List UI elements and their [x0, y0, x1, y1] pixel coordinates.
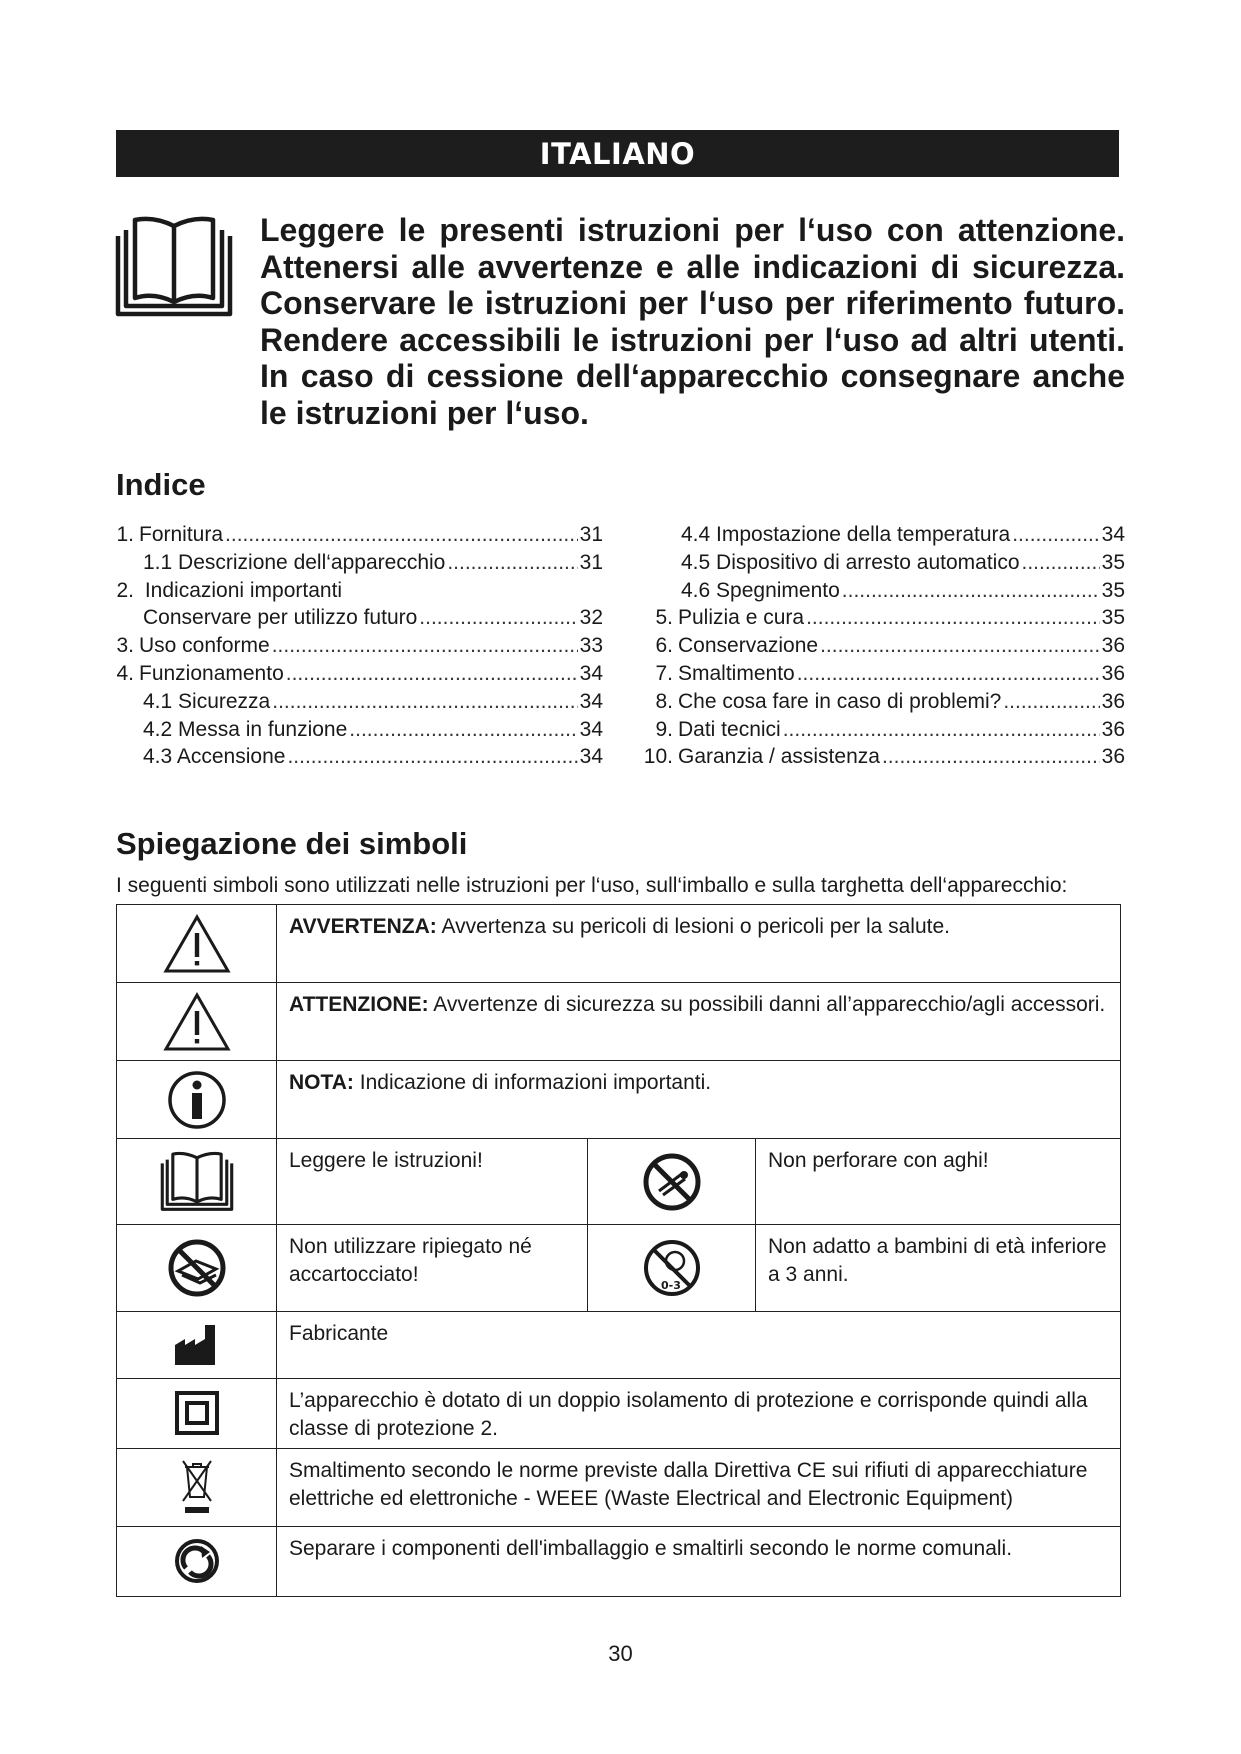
symbol-row-warning [117, 905, 1121, 983]
toc-page-number: 36 [1101, 745, 1125, 769]
toc-entry [637, 718, 1125, 746]
symbol-icon-cell [117, 1061, 277, 1139]
toc-label: Indicazioni importanti [139, 578, 343, 602]
symbol-text-cell [277, 1378, 1121, 1448]
note-label: NOTA: [289, 1071, 354, 1095]
toc-page-number: 31 [579, 523, 603, 546]
toc-leader-dots [1003, 690, 1099, 714]
toc-page-number: 35 [1101, 550, 1125, 574]
toc-number: 3. [116, 634, 134, 658]
toc-number: 7. [655, 661, 673, 685]
no-folding-text: Non utilizzare ripiegato né accartocciato! [289, 1235, 532, 1287]
toc-leader-dots [1012, 523, 1099, 547]
toc-label: Uso conforme [139, 634, 270, 658]
symbol-icon-cell [117, 1225, 277, 1311]
symbol-row-note [117, 1061, 1121, 1139]
toc-label: Conservazione [678, 634, 819, 658]
toc-leader-dots [349, 718, 577, 742]
toc-label: Garanzia / assistenza [678, 745, 880, 769]
class2-text: L’apparecchio è dotato di un doppio isolamento di protezione e corrisponde quindi alla classe di protezione 2. [289, 1388, 1088, 1440]
symbol-row-manufacturer [117, 1311, 1121, 1378]
crossed-bin-icon [180, 1457, 214, 1517]
toc-leader-dots [842, 579, 1100, 603]
symbol-row-read-instructions [117, 1139, 1121, 1225]
toc-entry [116, 718, 603, 746]
warning-text: Avvertenza su pericoli di lesioni o pericoli per la salute. [436, 915, 950, 938]
index-title: Indice [116, 467, 206, 502]
toc-entry [637, 745, 1125, 773]
symbol-icon-cell [117, 1378, 277, 1448]
toc-number: 1. [116, 523, 134, 546]
toc-label: Fornitura [139, 523, 224, 546]
toc-label: 4.5 Dispositivo di arresto automatico [681, 550, 1020, 574]
toc-page-number: 34 [579, 717, 603, 741]
toc-left-column [116, 523, 603, 773]
toc-number: 2. [116, 578, 134, 602]
toc-entry [116, 662, 603, 690]
toc-entry [637, 662, 1125, 690]
manufacturer-text: Fabricante [289, 1321, 389, 1345]
toc-entry [637, 634, 1125, 662]
toc-entry [637, 579, 1125, 607]
no-folding-icon [166, 1237, 228, 1299]
toc-entry [116, 690, 603, 718]
toc-label: Dati tecnici [678, 717, 781, 741]
warning-triangle-icon [162, 913, 232, 975]
toc-leader-dots [272, 690, 577, 714]
toc-page-number: 36 [1101, 661, 1125, 685]
symbol-row-weee [117, 1448, 1121, 1526]
toc-page-number: 35 [1101, 578, 1125, 602]
toc-entry [637, 551, 1125, 579]
toc-page-number: 34 [579, 661, 603, 685]
toc-label: 4.4 Impostazione della temperatura [681, 523, 1011, 546]
not-for-children-icon [641, 1237, 703, 1299]
toc-leader-dots [287, 745, 577, 769]
symbol-icon-cell [117, 1448, 277, 1526]
toc-entry [116, 523, 603, 551]
warning-label: AVVERTENZA: [289, 915, 437, 938]
symbol-text-cell [277, 905, 1121, 983]
symbols-title: Spiegazione dei simboli [116, 826, 468, 861]
symbol-row-recycle [117, 1526, 1121, 1596]
symbol-text-cell [277, 983, 1121, 1061]
symbol-text-cell [277, 1061, 1121, 1139]
toc-leader-dots [882, 745, 1100, 769]
toc-number: 5. [655, 606, 673, 630]
toc-number: 9. [655, 717, 673, 741]
toc-right-column [637, 523, 1125, 773]
toc-label: Pulizia e cura [678, 606, 805, 630]
toc-entry [637, 606, 1125, 634]
toc-leader-dots [806, 606, 1100, 630]
no-pins-icon [641, 1151, 703, 1213]
toc-page-number: 36 [1101, 717, 1125, 741]
toc-page-number: 32 [579, 606, 603, 630]
symbol-text-cell [277, 1526, 1121, 1596]
symbol-icon-cell [117, 1139, 277, 1225]
symbol-row-folding-children [117, 1225, 1121, 1311]
toc-page-number: 34 [579, 745, 603, 769]
symbol-icon-cell [117, 983, 277, 1061]
toc-page-number: 34 [579, 689, 603, 713]
recycle-text: Separare i componenti dell'imballaggio e smaltirli secondo le norme comunali. [289, 1536, 1013, 1560]
toc-label: Smaltimento [678, 661, 795, 685]
no-pins-text: Non perforare con aghi! [768, 1149, 989, 1173]
toc-number: 4. [116, 661, 134, 685]
read-instructions-text: Leggere le istruzioni! [289, 1149, 483, 1173]
toc-entry [637, 523, 1125, 551]
toc-label: 1.1 Descrizione dell‘apparecchio [143, 550, 446, 574]
toc-leader-dots [225, 523, 578, 547]
symbol-text-cell [277, 1225, 588, 1311]
info-circle-icon [166, 1069, 228, 1131]
toc-entry [116, 579, 603, 607]
green-dot-icon [174, 1538, 220, 1584]
toc-leader-dots [1022, 551, 1100, 575]
double-insulation-icon [174, 1390, 220, 1436]
toc-leader-dots [286, 662, 578, 686]
toc-leader-dots [272, 634, 578, 658]
toc-page-number: 36 [1101, 634, 1125, 658]
caution-label: ATTENZIONE: [289, 993, 429, 1017]
factory-icon [173, 1323, 221, 1367]
symbol-row-caution [117, 983, 1121, 1061]
caution-text: Avvertenze di sicurezza su possibili danni all’apparecchio/agli accessori. [428, 993, 1106, 1017]
toc-page-number: 35 [1101, 606, 1125, 630]
intro-text: Leggere le presenti istruzioni per l‘uso con attenzione. Attenersi alle avvertenze e alle indicazioni di sicurezza. Conservare le istruzioni per l‘uso per riferimento futuro. Rendere accessibili le istruzioni per l‘uso ad altri utenti. In caso di cessione dell‘apparecchio consegnare anche le istruzioni per l‘uso. [260, 212, 1125, 431]
toc-entry [637, 690, 1125, 718]
toc-entry [116, 634, 603, 662]
toc-page-number: 33 [579, 634, 603, 658]
toc-label: Conservare per utilizzo futuro [143, 606, 418, 630]
toc-leader-dots [797, 662, 1100, 686]
manual-book-icon [114, 214, 234, 322]
toc-entry [116, 606, 603, 634]
symbol-icon-cell [117, 1526, 277, 1596]
toc-number: 6. [655, 634, 673, 658]
toc-label: 4.1 Sicurezza [143, 689, 271, 713]
warning-triangle-icon [162, 991, 232, 1053]
symbol-icon-cell [117, 1311, 277, 1378]
symbol-text-cell [277, 1311, 1121, 1378]
symbol-text-cell [277, 1139, 588, 1225]
toc-number: 10. [643, 745, 673, 769]
language-banner [116, 130, 1119, 177]
toc-page-number: 36 [1101, 689, 1125, 713]
symbols-intro: I seguenti simboli sono utilizzati nelle istruzioni per l‘uso, sull‘imballo e sulla targhetta dell‘apparecchio: [116, 874, 1068, 897]
symbol-row-class2 [117, 1378, 1121, 1448]
toc-label: 4.2 Messa in funzione [143, 717, 348, 741]
toc-number: 8. [655, 689, 673, 713]
symbol-icon-cell [588, 1225, 756, 1311]
symbol-icon-cell [117, 905, 277, 983]
toc-entry [116, 745, 603, 773]
toc-label: Funzionamento [139, 661, 284, 685]
toc-label: 4.3 Accensione [143, 745, 286, 769]
toc-label: 4.6 Spegnimento [681, 578, 840, 602]
symbol-text-cell [756, 1225, 1121, 1311]
not-for-children-text: Non adatto a bambini di età inferiore a 3 anni. [768, 1235, 1107, 1287]
symbol-text-cell [756, 1139, 1121, 1225]
toc-label: Che cosa fare in caso di problemi? [678, 689, 1002, 713]
toc-entry [116, 551, 603, 579]
note-text: Indicazione di informazioni importanti. [353, 1071, 712, 1095]
symbol-icon-cell [588, 1139, 756, 1225]
manual-book-icon [159, 1151, 235, 1213]
toc-leader-dots [820, 634, 1100, 658]
toc-leader-dots [447, 551, 577, 575]
toc-leader-dots [783, 718, 1100, 742]
age-range-label: 0-3 [660, 1278, 681, 1292]
page-number: 30 [608, 1641, 633, 1666]
symbol-text-cell [277, 1448, 1121, 1526]
toc-page-number: 31 [579, 550, 603, 574]
language-title: ITALIANO [539, 136, 696, 171]
weee-text: Smaltimento secondo le norme previste dalla Direttiva CE sui rifiuti di apparecchiature elettriche ed elettroniche - WEEE (Waste Electrical and Electronic Equipment) [289, 1458, 1088, 1510]
toc-page-number: 34 [1101, 523, 1125, 546]
symbols-table [116, 904, 1121, 1597]
toc-leader-dots [419, 606, 577, 630]
